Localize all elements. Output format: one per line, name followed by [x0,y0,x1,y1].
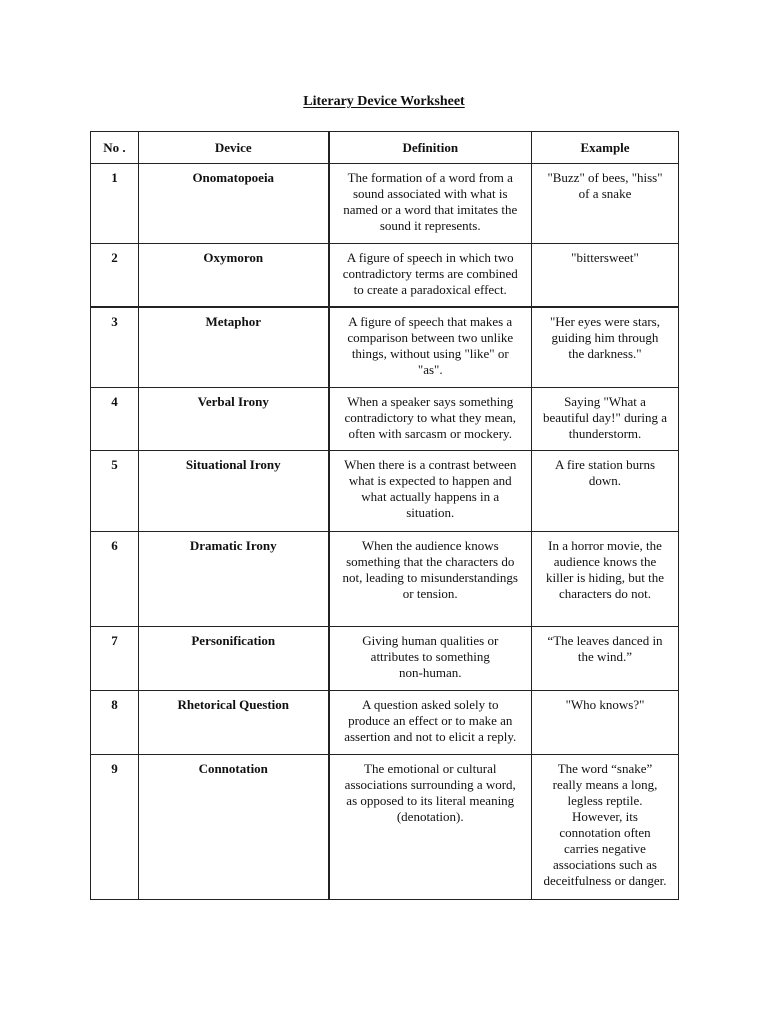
device-definition: The formation of a word from a sound associated with what is named or a word that imitates the sound it represents. [329,164,532,244]
device-example: “The leaves danced in the wind.” [532,627,679,691]
device-name: Situational Irony [139,451,329,532]
table-row [91,691,679,755]
device-definition: When the audience knows something that the characters do not, leading to misunderstandings or tension. [329,532,532,627]
header-no: No . [91,132,139,164]
row-number: 6 [91,532,139,627]
device-example: "Buzz" of bees, "hiss" of a snake [532,164,679,244]
device-name: Verbal Irony [139,388,329,451]
device-name: Rhetorical Question [139,691,329,755]
table-row [91,755,679,900]
device-definition: The emotional or cultural associations surrounding a word, as opposed to its literal meaning (denotation). [329,755,532,900]
device-definition: A figure of speech in which two contradictory terms are combined to create a paradoxical effect. [329,244,532,307]
device-name: Onomatopoeia [139,164,329,244]
header-definition: Definition [329,132,532,164]
row-number: 3 [91,307,139,388]
device-example: Saying "What a beautiful day!" during a thunderstorm. [532,388,679,451]
table-row [91,532,679,627]
table-row [91,244,679,307]
device-definition: A question asked solely to produce an effect or to make an assertion and not to elicit a reply. [329,691,532,755]
device-example: In a horror movie, the audience knows the killer is hiding, but the characters do not. [532,532,679,627]
row-number: 9 [91,755,139,900]
device-example: "bittersweet" [532,244,679,307]
row-number: 1 [91,164,139,244]
device-definition: When there is a contrast between what is expected to happen and what actually happens in a situation. [329,451,532,532]
page-title: Literary Device Worksheet [303,94,465,109]
device-example: "Who knows?" [532,691,679,755]
device-name: Personification [139,627,329,691]
table-row [91,627,679,691]
row-number: 7 [91,627,139,691]
device-example: A fire station burns down. [532,451,679,532]
table-row [91,451,679,532]
worksheet-table [90,131,679,900]
row-number: 4 [91,388,139,451]
device-example: The word “snake” really means a long, legless reptile. However, its connotation often carries negative associations such as deceitfulness or danger. [532,755,679,900]
device-name: Dramatic Irony [139,532,329,627]
header-row [91,132,679,164]
device-definition: A figure of speech that makes a comparison between two unlike things, without using "like" or "as". [329,307,532,388]
table-row [91,164,679,244]
device-name: Metaphor [139,307,329,388]
device-example: "Her eyes were stars, guiding him through the darkness." [532,307,679,388]
table-row [91,307,679,388]
device-name: Connotation [139,755,329,900]
row-number: 8 [91,691,139,755]
table-header [91,132,679,164]
device-definition: Giving human qualities or attributes to something non-human. [329,627,532,691]
row-number: 2 [91,244,139,307]
header-device: Device [139,132,329,164]
table-row [91,388,679,451]
device-definition: When a speaker says something contradictory to what they mean, often with sarcasm or mockery. [329,388,532,451]
table-body [91,164,679,900]
header-example: Example [532,132,679,164]
device-name: Oxymoron [139,244,329,307]
row-number: 5 [91,451,139,532]
